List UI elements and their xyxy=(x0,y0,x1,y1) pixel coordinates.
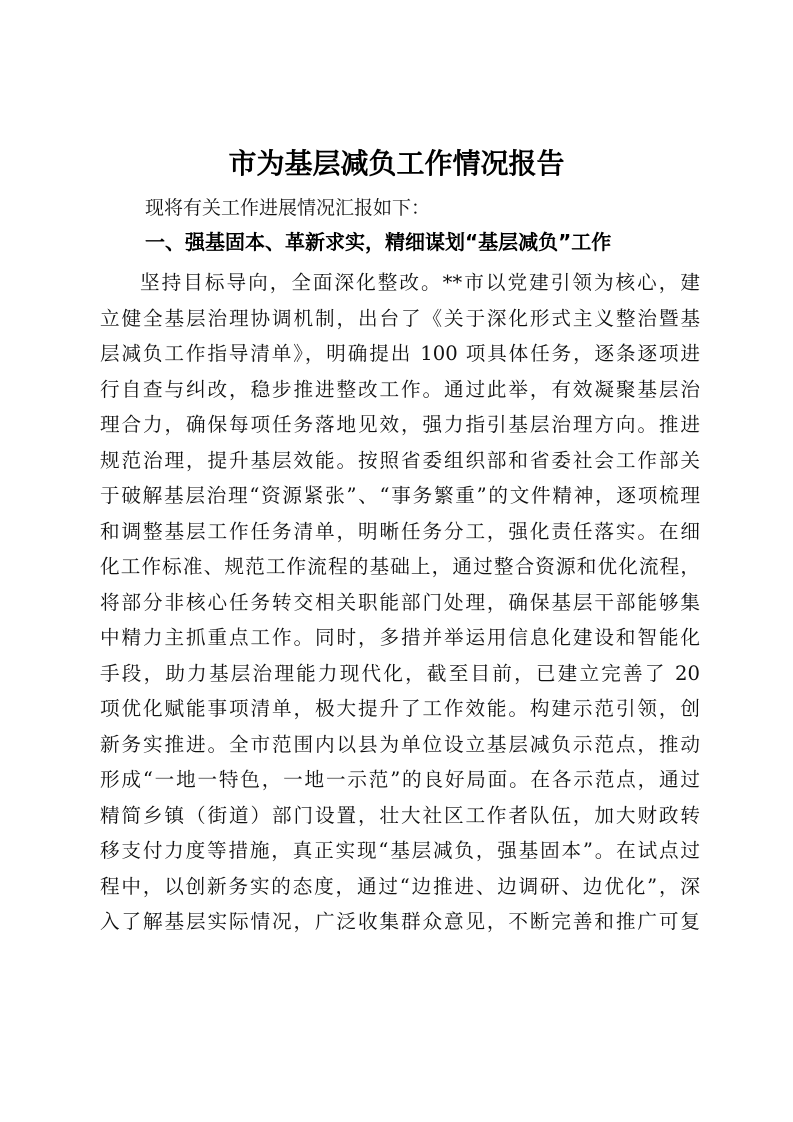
body-line: 理合力，确保每项任务落地见效，强力指引基层治理方向。推进 xyxy=(100,413,700,436)
body-line: 项优化赋能事项清单，极大提升了工作效能。构建示范引领，创 xyxy=(100,697,700,720)
body-line: 移支付力度等措施，真正实现“基层减负，强基固本”。在试点过 xyxy=(100,839,700,862)
body-line: 新务实推进。全市范围内以县为单位设立基层减负示范点，推动 xyxy=(100,732,700,756)
body-line: 规范治理，提升基层效能。按照省委组织部和省委社会工作部关 xyxy=(100,448,700,472)
body-line: 将部分非核心任务转交相关职能部门处理，确保基层干部能够集 xyxy=(100,590,700,614)
intro-paragraph: 现将有关工作进展情况汇报如下： xyxy=(145,197,431,219)
body-line: 中精力主抓重点工作。同时，多措并举运用信息化建设和智能化 xyxy=(100,626,700,649)
body-paragraph xyxy=(100,265,700,940)
body-line: 形成“一地一特色，一地一示范”的良好局面。在各示范点，通过 xyxy=(100,768,700,791)
body-line: 和调整基层工作任务清单，明晰任务分工，强化责任落实。在细 xyxy=(100,519,700,543)
body-line: 行自查与纠改，稳步推进整改工作。通过此举，有效凝聚基层治 xyxy=(100,377,700,401)
document-title: 市为基层减负工作情况报告 xyxy=(228,147,565,180)
body-line: 入了解基层实际情况，广泛收集群众意见，不断完善和推广可复 xyxy=(100,910,700,933)
body-line: 于破解基层治理“资源紧张”、“事务繁重”的文件精神，逐项梳理 xyxy=(100,484,700,507)
body-line: 层减负工作指导清单》，明确提出 100 项具体任务，逐条逐项进 xyxy=(100,342,700,365)
body-line: 坚持目标导向，全面深化整改。**市以党建引领为核心，建 xyxy=(140,271,700,294)
body-line: 精简乡镇（街道）部门设置，壮大社区工作者队伍，加大财政转 xyxy=(100,803,700,827)
section-heading: 一、强基固本、革新求实，精细谋划“基层减负”工作 xyxy=(145,230,612,254)
body-line: 手段，助力基层治理能力现代化，截至目前，已建立完善了 20 xyxy=(100,661,700,685)
body-line: 化工作标准、规范工作流程的基础上，通过整合资源和优化流程， xyxy=(100,555,700,578)
body-line: 立健全基层治理协调机制，出台了《关于深化形式主义整治暨基 xyxy=(100,306,700,330)
body-line: 程中，以创新务实的态度，通过“边推进、边调研、边优化”，深 xyxy=(100,874,700,898)
